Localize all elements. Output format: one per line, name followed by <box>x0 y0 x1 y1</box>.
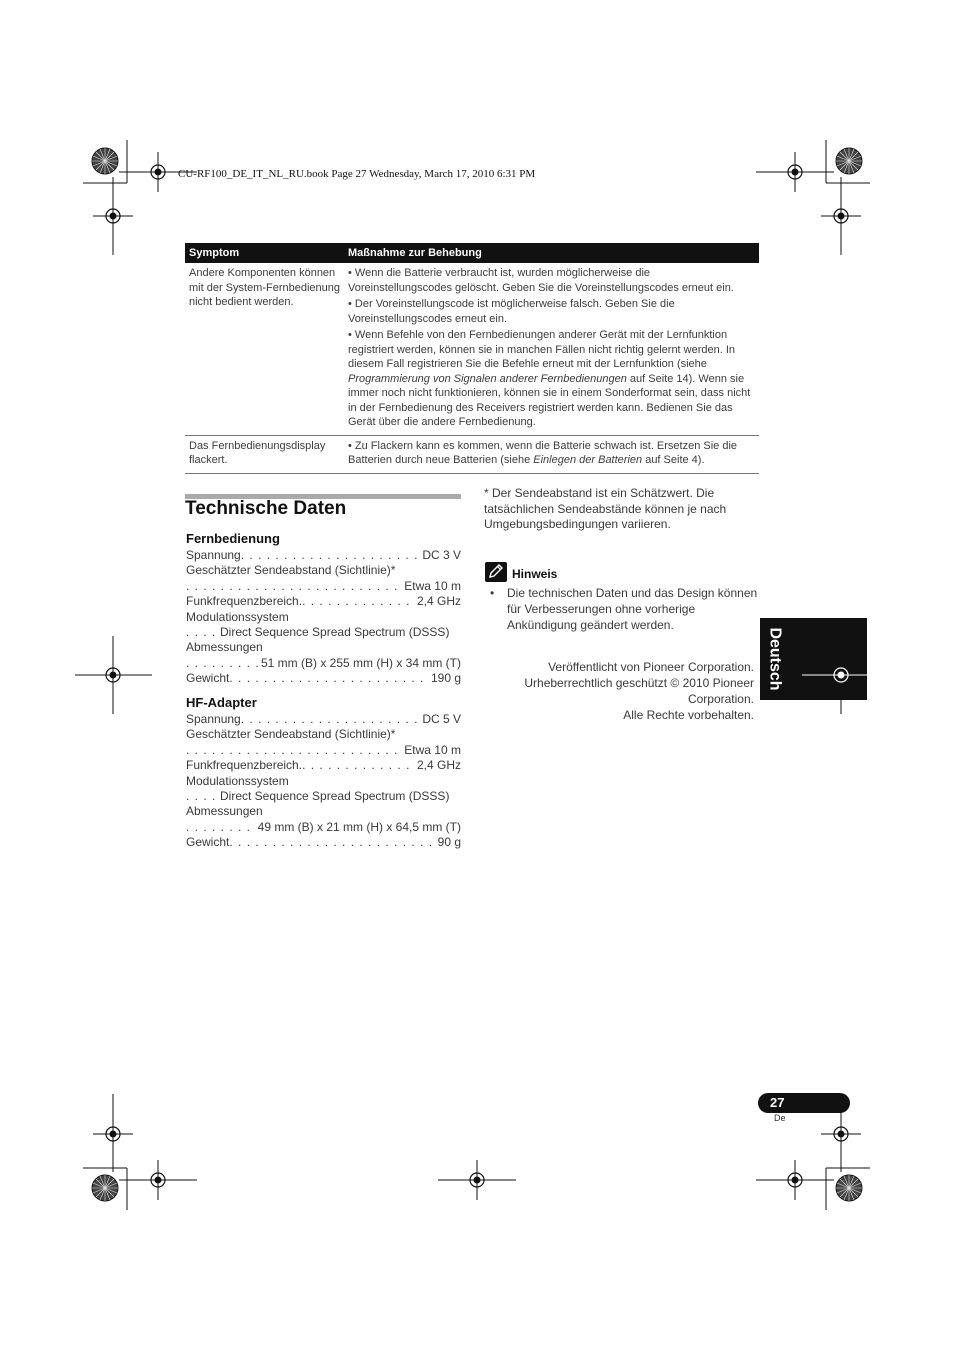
spec-label: Funkfrequenzbereich. <box>186 594 303 609</box>
spec-range-label <box>186 727 461 742</box>
spec-value: 2,4 GHz <box>416 594 461 609</box>
troubleshooting-table <box>185 243 759 474</box>
spec-frequency <box>186 758 461 773</box>
spec-range-label <box>186 563 461 578</box>
remedy-cell <box>344 435 759 473</box>
star-mark-icon <box>92 148 118 174</box>
symptom-cell: Das Fernbedienungsdisplay flackert. <box>185 435 344 473</box>
spec-label: Abmessungen <box>186 804 263 819</box>
spec-value: Direct Sequence Spread Spectrum (DSSS) <box>220 788 450 803</box>
star-mark-icon <box>92 1175 118 1201</box>
spec-label: Gewicht <box>186 835 230 850</box>
spec-label: Funkfrequenzbereich. <box>186 758 303 773</box>
remedy-text: auf Seite 4). <box>642 454 705 466</box>
spec-value: Etwa 10 m <box>404 742 461 757</box>
column-header-symptom: Symptom <box>185 243 344 263</box>
spec-modulation <box>186 789 461 804</box>
spec-label: Abmessungen <box>186 640 263 655</box>
spec-value: Etwa 10 m <box>404 578 461 593</box>
spec-dimensions <box>186 656 461 671</box>
spec-value: DC 3 V <box>422 548 461 562</box>
remedy-text: auf Seite 14). Wenn sie immer noch nicht funktionieren, können sie in einem Sonderformat sein, dass nicht in der Fernbedienung des Receivers registriert werden kann. Bedienen Sie das Gerät über die andere Fernbedienung. <box>348 372 751 428</box>
star-mark-icon <box>836 1175 862 1201</box>
spec-range <box>186 579 461 594</box>
spec-modulation <box>186 625 461 640</box>
remedy-text: • Wenn Befehle von den Fernbedienungen anderer Gerät mit der Lernfunktion registriert werden, können sie in manchen Fällen nicht richtig gelernt werden. In diesem Fall registrieren Sie die Befehle erneut mit der Lernfunktion (siehe <box>348 329 736 370</box>
section-title: Technische Daten <box>185 498 347 519</box>
remedy-item: • Wenn die Batterie verbraucht ist, wurden möglicherweise die Voreinstellungscodes gelöscht. Geben Sie die Voreinstellungscodes erneut ein. <box>348 267 734 294</box>
spec-voltage <box>186 548 461 563</box>
spec-value: DC 5 V <box>422 712 461 726</box>
spec-dimensions-label <box>186 640 461 655</box>
page-number: 27 <box>770 1095 785 1110</box>
spec-value: 49 mm (B) x 21 mm (H) x 64,5 mm (T) <box>257 819 461 834</box>
remedy-cell <box>344 263 759 435</box>
spec-label: Spannung <box>186 548 241 562</box>
remedy-text: • Zu Flackern kann es kommen, wenn die Batterie schwach ist. Ersetzen Sie die Batterien durch neue Batterien (siehe <box>348 439 738 466</box>
spec-label: Geschätzter Sendeabstand (Sichtlinie)* <box>186 727 396 742</box>
spec-label: Gewicht <box>186 671 230 686</box>
spec-range <box>186 743 461 758</box>
spec-label: Modulationssystem <box>186 609 289 624</box>
pencil-icon <box>485 562 507 582</box>
remote-heading: Fernbedienung <box>186 531 280 546</box>
spec-dimensions <box>186 820 461 835</box>
spec-label: Spannung <box>186 712 241 726</box>
table-header-row <box>185 243 759 263</box>
spec-value: Direct Sequence Spread Spectrum (DSSS) <box>220 624 450 639</box>
copyright-line: Urheberrechtlich geschützt © 2010 Pioneer <box>524 676 754 690</box>
remedy-item: • Der Voreinstellungscode ist möglicherweise falsch. Geben Sie die Voreinstellungscodes erneut ein. <box>348 298 675 325</box>
page-language: De <box>774 1113 786 1123</box>
spec-label: Modulationssystem <box>186 773 289 788</box>
spec-weight <box>186 671 461 686</box>
spec-frequency <box>186 594 461 609</box>
table-row <box>185 435 759 473</box>
publisher-info <box>484 659 754 723</box>
copyright-line: Corporation. <box>687 692 754 706</box>
spec-value: 51 mm (B) x 255 mm (H) x 34 mm (T) <box>260 655 461 670</box>
adapter-specs <box>186 712 461 851</box>
cross-reference: Einlegen der Batterien <box>533 454 643 466</box>
rights-line: Alle Rechte vorbehalten. <box>623 708 754 722</box>
remedy-item <box>348 439 755 468</box>
spec-weight <box>186 835 461 850</box>
note-title: Hinweis <box>512 567 558 581</box>
symptom-cell: Andere Komponenten können mit der System-Fernbedienung nicht bedient werden. <box>185 263 344 435</box>
table-row <box>185 263 759 435</box>
adapter-heading: HF-Adapter <box>186 695 257 710</box>
cross-reference: Programmierung von Signalen anderer Fernbedienungen <box>348 372 627 385</box>
star-mark-icon <box>836 148 862 174</box>
spec-modulation-label <box>186 610 461 625</box>
language-label: Deutsch <box>767 627 784 691</box>
publisher-line: Veröffentlicht von Pioneer Corporation. <box>548 660 754 674</box>
range-footnote: * Der Sendeabstand ist ein Schätzwert. Die tatsächlichen Sendeabstände können je nach Umgebungsbedingungen variieren. <box>484 486 727 531</box>
column-header-remedy: Maßnahme zur Behebung <box>344 243 759 263</box>
remote-specs <box>186 548 461 687</box>
book-header: CU-RF100_DE_IT_NL_RU.book Page 27 Wednesday, March 17, 2010 6:31 PM <box>178 168 536 180</box>
language-tab-label <box>760 618 790 700</box>
note-text: Die technischen Daten und das Design können für Verbesserungen ohne vorherige Ankündigung geändert werden. <box>507 586 758 632</box>
spec-voltage <box>186 712 461 727</box>
spec-value: 2,4 GHz <box>416 758 461 773</box>
spec-dimensions-label <box>186 804 461 819</box>
spec-value: 190 g <box>430 671 461 686</box>
spec-modulation-label <box>186 774 461 789</box>
bullet: • <box>490 586 495 600</box>
remedy-item <box>348 328 755 430</box>
spec-value: 90 g <box>437 835 461 850</box>
spec-label: Geschätzter Sendeabstand (Sichtlinie)* <box>186 563 396 578</box>
